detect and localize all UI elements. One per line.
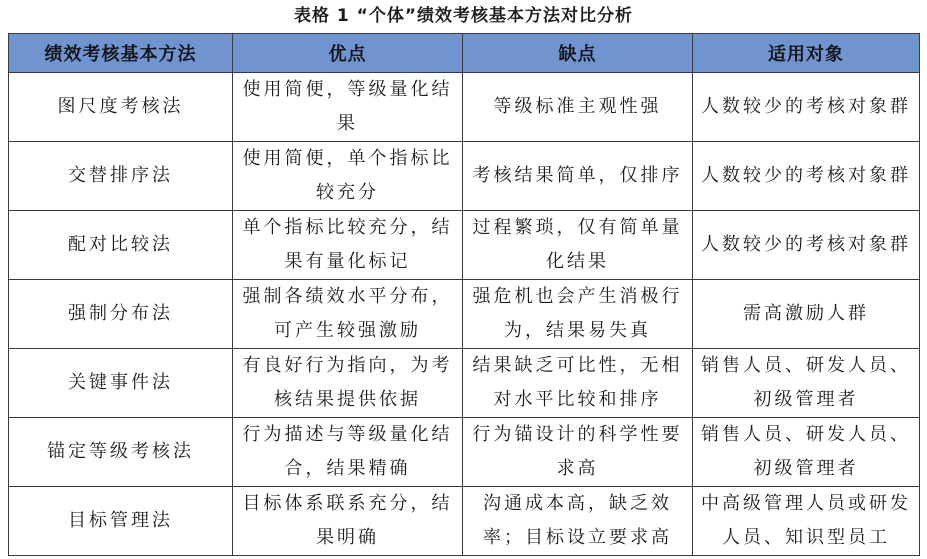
cell-disadvantages: 考核结果简单，仅排序 [463, 142, 693, 211]
table-row [9, 280, 920, 349]
cell-target: 人数较少的考核对象群 [693, 142, 920, 211]
header-target: 适用对象 [693, 34, 920, 73]
table-row [9, 418, 920, 487]
header-method: 绩效考核基本方法 [9, 34, 233, 73]
cell-advantages: 使用简便，单个指标比较充分 [233, 142, 463, 211]
header-row [9, 34, 920, 73]
cell-advantages: 有良好行为指向，为考核结果提供依据 [233, 349, 463, 418]
cell-advantages: 使用简便，等级量化结果 [233, 73, 463, 142]
cell-method: 锚定等级考核法 [9, 418, 233, 487]
cell-method: 交替排序法 [9, 142, 233, 211]
cell-method: 关键事件法 [9, 349, 233, 418]
cell-disadvantages: 行为锚设计的科学性要求高 [463, 418, 693, 487]
header-advantages: 优点 [233, 34, 463, 73]
table-title: 表格 1 “个体”绩效考核基本方法对比分析 [293, 6, 633, 26]
cell-disadvantages: 等级标准主观性强 [463, 73, 693, 142]
table-row [9, 487, 920, 556]
cell-method: 强制分布法 [9, 280, 233, 349]
table-row [9, 142, 920, 211]
table-row [9, 349, 920, 418]
comparison-table [8, 33, 920, 556]
cell-advantages: 单个指标比较充分，结果有量化标记 [233, 211, 463, 280]
cell-target: 销售人员、研发人员、初级管理者 [693, 418, 920, 487]
cell-method: 目标管理法 [9, 487, 233, 556]
cell-advantages: 行为描述与等级量化结合，结果精确 [233, 418, 463, 487]
table-row [9, 73, 920, 142]
cell-method: 配对比较法 [9, 211, 233, 280]
table-row [9, 211, 920, 280]
cell-advantages: 目标体系联系充分，结果明确 [233, 487, 463, 556]
cell-advantages: 强制各绩效水平分布，可产生较强激励 [233, 280, 463, 349]
cell-target: 中高级管理人员或研发人员、知识型员工 [693, 487, 920, 556]
cell-disadvantages: 结果缺乏可比性，无相对水平比较和排序 [463, 349, 693, 418]
cell-target: 需高激励人群 [693, 280, 920, 349]
cell-method: 图尺度考核法 [9, 73, 233, 142]
cell-target: 人数较少的考核对象群 [693, 73, 920, 142]
header-disadvantages: 缺点 [463, 34, 693, 73]
cell-target: 人数较少的考核对象群 [693, 211, 920, 280]
cell-target: 销售人员、研发人员、初级管理者 [693, 349, 920, 418]
cell-disadvantages: 过程繁琐，仅有简单量化结果 [463, 211, 693, 280]
cell-disadvantages: 沟通成本高，缺乏效率；目标设立要求高 [463, 487, 693, 556]
cell-disadvantages: 强危机也会产生消极行为，结果易失真 [463, 280, 693, 349]
